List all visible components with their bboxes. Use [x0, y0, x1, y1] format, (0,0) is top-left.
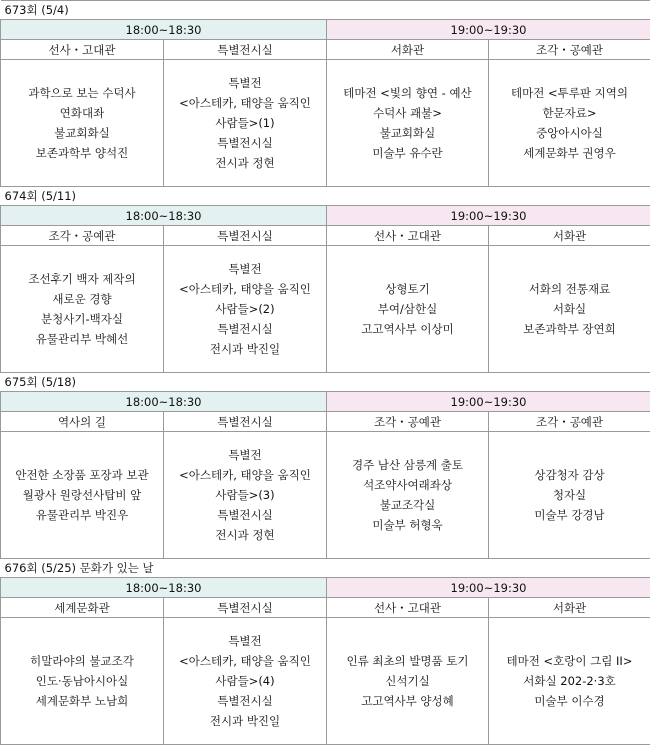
lecture-topic: 상감청자 감상 [489, 465, 650, 485]
content-row [1, 246, 650, 373]
lecture-topic: 특별전 [164, 73, 326, 93]
lecture-cell [164, 618, 327, 745]
time-row [1, 20, 650, 40]
time-slot-late: 19:00~19:30 [327, 206, 650, 226]
hall-name: 특별전시실 [164, 598, 327, 618]
lecture-cell [1, 60, 164, 187]
lecture-cell [489, 60, 650, 187]
lecturer: 보존과학부 장연희 [489, 319, 650, 339]
lecture-cell [164, 246, 327, 373]
lecture-cell [327, 246, 489, 373]
gallery-name: 특별전시실 [164, 319, 326, 339]
lecturer: 미술부 이수경 [489, 691, 650, 711]
lecturer: 미술부 유수란 [327, 143, 488, 163]
hall-name: 조각・공예관 [489, 412, 650, 432]
gallery-name: 특별전시실 [164, 505, 326, 525]
lecturer: 고고역사부 이상미 [327, 319, 488, 339]
lecture-cell [489, 432, 650, 559]
gallery-name: 특별전시실 [164, 691, 326, 711]
lecture-topic: 경주 남산 삼릉계 출토 [327, 455, 488, 475]
session-title: 674회 (5/11) [1, 187, 650, 206]
lecture-topic: 특별전 [164, 259, 326, 279]
hall-name: 세계문화관 [1, 598, 164, 618]
lecture-topic: 특별전 [164, 445, 326, 465]
gallery-name: 월광사 원랑선사탑비 앞 [1, 485, 163, 505]
gallery-name: 인도·동남아시아실 [1, 671, 163, 691]
lecture-topic: 수덕사 괘불> [327, 103, 488, 123]
gallery-name: 서화실 202-2·3호 [489, 671, 650, 691]
lecturer: 고고역사부 양성혜 [327, 691, 488, 711]
lecture-cell [164, 60, 327, 187]
hall-name: 역사의 길 [1, 412, 164, 432]
gallery-name: 불교회화실 [327, 123, 488, 143]
hall-name: 서화관 [489, 598, 650, 618]
lecture-cell [1, 618, 164, 745]
lecturer: 세계문화부 노남희 [1, 691, 163, 711]
time-row [1, 206, 650, 226]
hall-row [1, 412, 650, 432]
hall-name: 선사・고대관 [327, 226, 489, 246]
lecture-cell [327, 60, 489, 187]
lecture-topic: 인류 최초의 발명품 토기 [327, 651, 488, 671]
lecture-topic: 서화의 전통재료 [489, 279, 650, 299]
lecture-topic: 사람들>(4) [164, 671, 326, 691]
session-title-row [1, 187, 650, 206]
lecturer: 전시과 박진일 [164, 339, 326, 359]
time-slot-early: 18:00~18:30 [1, 20, 327, 40]
lecture-topic: 테마전 <빛의 향연 - 예산 [327, 83, 488, 103]
lecture-cell [1, 246, 164, 373]
lecture-topic: 사람들>(1) [164, 113, 326, 133]
session-title-row [1, 1, 650, 20]
lecture-topic: 안전한 소장품 포장과 보관 [1, 465, 163, 485]
hall-name: 선사・고대관 [1, 40, 164, 60]
lecture-cell [489, 246, 650, 373]
gallery-name: 특별전시실 [164, 133, 326, 153]
lecture-topic: 새로운 경향 [1, 289, 163, 309]
hall-name: 조각・공예관 [327, 412, 489, 432]
gallery-name: 불교회화실 [1, 123, 163, 143]
content-row [1, 432, 650, 559]
hall-name: 조각・공예관 [1, 226, 164, 246]
gallery-name: 불교조각실 [327, 495, 488, 515]
lecture-topic: 사람들>(3) [164, 485, 326, 505]
time-slot-late: 19:00~19:30 [327, 578, 650, 598]
content-row [1, 60, 650, 187]
lecturer: 전시과 박진일 [164, 711, 326, 731]
session-title: 673회 (5/4) [1, 1, 650, 20]
lecture-topic: 한문자료> [489, 103, 650, 123]
lecture-cell [489, 618, 650, 745]
gallery-name: 신석기실 [327, 671, 488, 691]
hall-row [1, 226, 650, 246]
lecturer: 전시과 정현 [164, 153, 326, 173]
hall-name: 특별전시실 [164, 40, 327, 60]
lecture-cell [1, 432, 164, 559]
time-slot-early: 18:00~18:30 [1, 206, 327, 226]
lecture-topic: <아스테카, 태양을 움직인 [164, 93, 326, 113]
hall-name: 서화관 [327, 40, 489, 60]
lecture-topic: 테마전 <호랑이 그림 II> [489, 651, 650, 671]
time-slot-early: 18:00~18:30 [1, 392, 327, 412]
session-title-row [1, 559, 650, 578]
lecture-topic: 석조약사여래좌상 [327, 475, 488, 495]
lecture-topic: <아스테카, 태양을 움직인 [164, 651, 326, 671]
hall-name: 서화관 [489, 226, 650, 246]
session-title: 676회 (5/25) 문화가 있는 날 [1, 559, 650, 578]
lecturer: 유물관리부 박혜선 [1, 329, 163, 349]
lecture-topic: <아스테카, 태양을 움직인 [164, 465, 326, 485]
lecture-topic: 특별전 [164, 631, 326, 651]
hall-name: 특별전시실 [164, 412, 327, 432]
lecture-cell [327, 618, 489, 745]
hall-row [1, 40, 650, 60]
schedule-body [1, 1, 650, 745]
lecturer: 미술부 강경남 [489, 505, 650, 525]
time-slot-late: 19:00~19:30 [327, 20, 650, 40]
gallery-name: 부여/삼한실 [327, 299, 488, 319]
session-title-row [1, 373, 650, 392]
hall-row [1, 598, 650, 618]
time-row [1, 392, 650, 412]
time-slot-late: 19:00~19:30 [327, 392, 650, 412]
lecture-cell [164, 432, 327, 559]
hall-name: 선사・고대관 [327, 598, 489, 618]
gallery-name: 서화실 [489, 299, 650, 319]
session-title: 675회 (5/18) [1, 373, 650, 392]
lecturer: 미술부 허형욱 [327, 515, 488, 535]
gallery-name: 청자실 [489, 485, 650, 505]
lecture-topic: <아스테카, 태양을 움직인 [164, 279, 326, 299]
lecturer: 보존과학부 양석진 [1, 143, 163, 163]
gallery-name: 중앙아시아실 [489, 123, 650, 143]
hall-name: 조각・공예관 [489, 40, 650, 60]
lecture-cell [327, 432, 489, 559]
lecture-topic: 히말라야의 불교조각 [1, 651, 163, 671]
lecture-topic: 테마전 <투루판 지역의 [489, 83, 650, 103]
content-row [1, 618, 650, 745]
time-row [1, 578, 650, 598]
lecture-topic: 조선후기 백자 제작의 [1, 269, 163, 289]
lecture-topic: 상형토기 [327, 279, 488, 299]
gallery-name: 분청사기-백자실 [1, 309, 163, 329]
lecture-topic: 사람들>(2) [164, 299, 326, 319]
lecture-topic: 연화대좌 [1, 103, 163, 123]
hall-name: 특별전시실 [164, 226, 327, 246]
lecturer: 유물관리부 박진우 [1, 505, 163, 525]
lecturer: 세계문화부 권영우 [489, 143, 650, 163]
time-slot-early: 18:00~18:30 [1, 578, 327, 598]
lecturer: 전시과 정현 [164, 525, 326, 545]
lecture-topic: 과학으로 보는 수덕사 [1, 83, 163, 103]
